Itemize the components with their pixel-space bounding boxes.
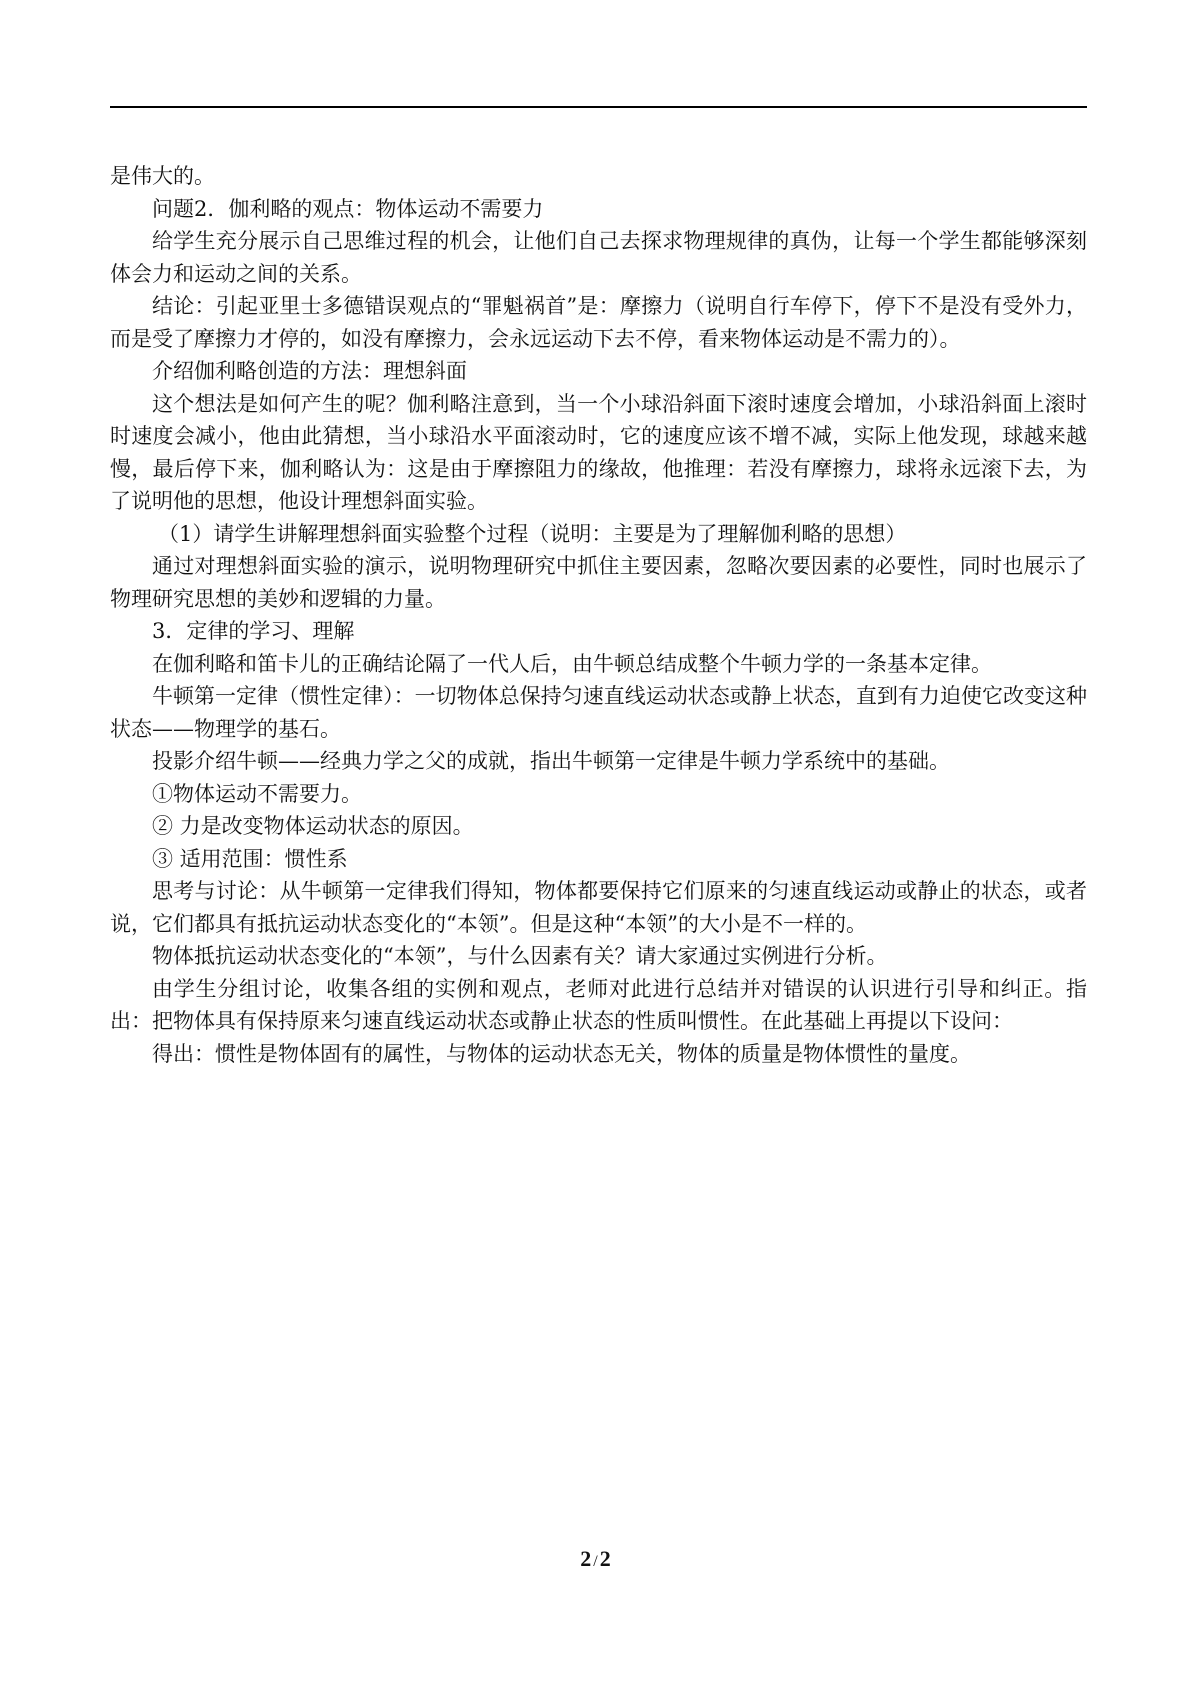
paragraph: （1）请学生讲解理想斜面实验整个过程（说明：主要是为了理解伽利略的思想）	[158, 521, 907, 546]
paragraph: 是伟大的。	[110, 164, 215, 188]
total-pages: 2	[599, 1546, 611, 1571]
page-separator: /	[593, 1553, 598, 1570]
paragraph: 这个想法是如何产生的呢？伽利略注意到，当一个小球沿斜面下滚时速度会增加，小球沿斜面上滚时时速度会减小，他由此猜想，当小球沿水平面滚动时，它的速度应该不增不减，实际上他发现，球越来越慢，最后停下来，伽利略认为：这是由于摩擦阻力的缘故，他推理：若没有摩擦力，球将永远滚下去，为了说明他的思想，他设计理想斜面实验。	[110, 391, 1087, 513]
list-item: ② 力是改变物体运动状态的原因。	[152, 814, 474, 838]
paragraph: 给学生充分展示自己思维过程的机会，让他们自己去探求物理规律的真伪，让每一个学生都能够深刻体会力和运动之间的关系。	[110, 229, 1087, 286]
paragraph: 通过对理想斜面实验的演示，说明物理研究中抓住主要因素，忽略次要因素的必要性，同时也展示了物理研究思想的美妙和逻辑的力量。	[110, 554, 1087, 611]
paragraph: 得出：惯性是物体固有的属性，与物体的运动状态无关，物体的质量是物体惯性的量度。	[152, 1041, 971, 1066]
paragraph: 物体抵抗运动状态变化的“本领”，与什么因素有关？请大家通过实例进行分析。	[152, 944, 888, 968]
current-page: 2	[580, 1546, 592, 1571]
list-item: ①物体运动不需要力。	[152, 781, 362, 806]
page-number	[0, 1545, 1191, 1576]
paragraph: 介绍伽利略创造的方法：理想斜面	[152, 359, 467, 383]
list-item: ③ 适用范围：惯性系	[152, 846, 348, 871]
section-heading: 3．定律的学习、理解	[152, 619, 355, 643]
paragraph: 牛顿第一定律（惯性定律）：一切物体总保持匀速直线运动状态或静上状态，直到有力迫使它改变这种状态——物理学的基石。	[110, 684, 1087, 741]
paragraph: 投影介绍牛顿——经典力学之父的成就，指出牛顿第一定律是牛顿力学系统中的基础。	[152, 749, 950, 773]
paragraph: 思考与讨论：从牛顿第一定律我们得知，物体都要保持它们原来的匀速直线运动或静止的状态，或者说，它们都具有抵抗运动状态变化的“本领”。但是这种“本领”的大小是不一样的。	[110, 879, 1087, 936]
paragraph: 问题2．伽利略的观点：物体运动不需要力	[152, 196, 544, 221]
document-body	[110, 160, 1087, 1070]
header-rule	[110, 106, 1087, 108]
paragraph: 由学生分组讨论，收集各组的实例和观点，老师对此进行总结并对错误的认识进行引导和纠正。指出：把物体具有保持原来匀速直线运动状态或静止状态的性质叫惯性。在此基础上再提以下设问：	[110, 976, 1087, 1033]
paragraph: 在伽利略和笛卡儿的正确结论隔了一代人后，由牛顿总结成整个牛顿力学的一条基本定律。	[152, 651, 992, 676]
paragraph: 结论：引起亚里士多德错误观点的“罪魁祸首”是：摩擦力（说明自行车停下，停下不是没有受外力，而是受了摩擦力才停的，如没有摩擦力，会永远运动下去不停，看来物体运动是不需力的）。	[110, 294, 1087, 351]
